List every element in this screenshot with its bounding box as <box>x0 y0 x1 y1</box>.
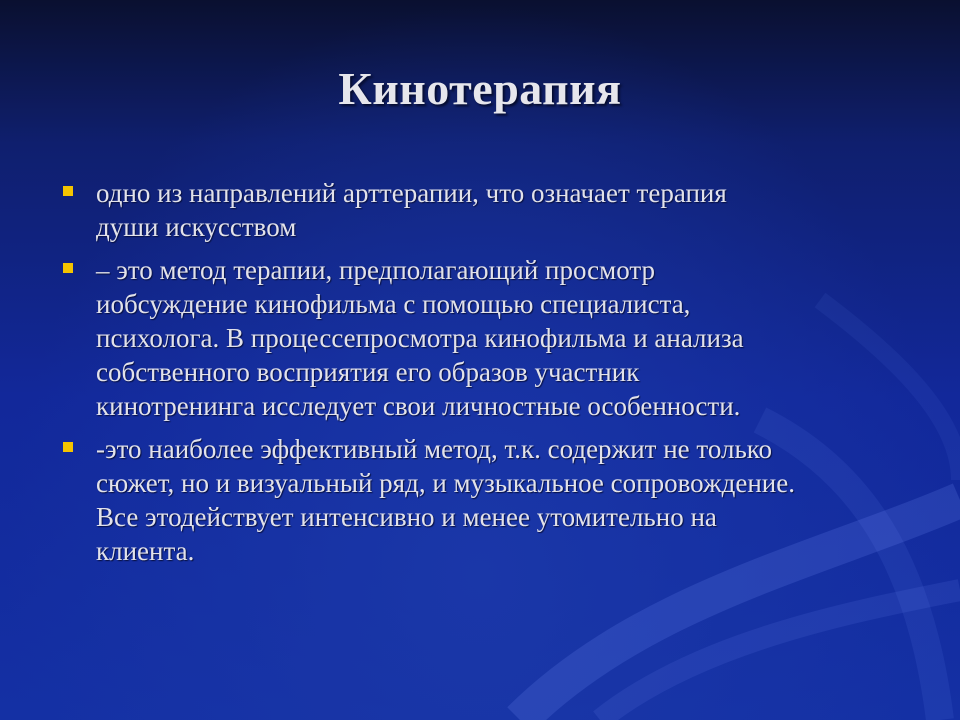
bullet-square-icon <box>63 263 73 273</box>
bullet-item <box>60 432 920 568</box>
bullet-square-icon <box>63 442 73 452</box>
bullet-square-icon <box>63 186 73 196</box>
bullet-text-line: Все этодействует интенсивно и менее утомительно на <box>96 502 717 532</box>
slide-title: Кинотерапия <box>338 63 622 114</box>
bullet-text-line: собственного восприятия его образов участник <box>96 357 640 387</box>
bullet-text-line: сюжет, но и визуальный ряд, и музыкальное сопровождение. <box>96 468 795 498</box>
bullet-text-line: – это метод терапии, предполагающий просмотр <box>96 255 656 285</box>
bullet-item <box>60 176 920 244</box>
bullet-text-line: клиента. <box>96 536 195 566</box>
bullet-text-line: психолога. В процессепросмотра кинофильма и анализа <box>96 323 744 353</box>
bullet-item <box>60 253 920 423</box>
bullet-text-line: кинотренинга исследует свои личностные особенности. <box>96 391 741 421</box>
bullet-text-line: -это наиболее эффективный метод, т.к. содержит не только <box>96 434 773 464</box>
bullet-list <box>60 176 920 577</box>
bullet-text-line: одно из направлений арттерапии, что означает терапия <box>96 178 727 208</box>
bullet-text-line: души искусством <box>96 212 297 242</box>
bullet-text-line: иобсуждение кинофильма с помощью специалиста, <box>96 289 691 319</box>
